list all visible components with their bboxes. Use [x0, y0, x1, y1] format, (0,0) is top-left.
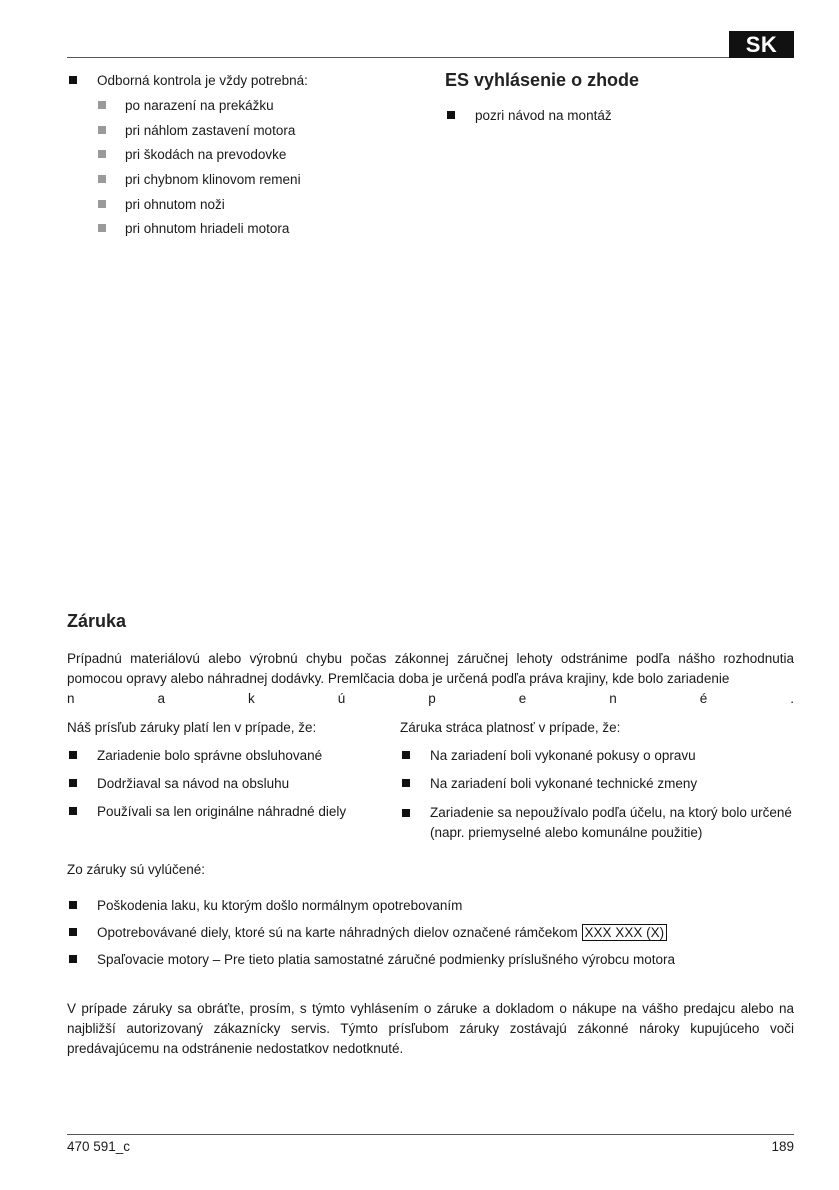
conformity-item: pozri návod na montáž	[445, 107, 785, 124]
sub-bullet-icon	[98, 200, 106, 208]
bullet-square-icon	[69, 807, 77, 815]
warranty-valid-conditions	[67, 718, 387, 831]
bullet-square-icon	[402, 751, 410, 759]
bullet-square-icon	[402, 779, 410, 787]
inspection-intro: Odborná kontrola je vždy potrebná:	[67, 72, 387, 89]
warranty-exclusions	[67, 860, 794, 978]
conformity-title: ES vyhlásenie o zhode	[445, 70, 640, 90]
list-item: Spaľovacie motory – Pre tieto platia samostatné záručné podmienky príslušného výrobcu motora	[67, 951, 794, 968]
list-item: Opotrebovávané diely, ktoré sú na karte náhradných dielov označené rámčekom XXX XXX (X)	[67, 924, 794, 941]
bullet-square-icon	[69, 928, 77, 936]
boxed-part-code: XXX XXX (X)	[582, 924, 668, 941]
spread-letter: e	[518, 691, 527, 706]
bullet-square-icon	[402, 809, 410, 817]
valid-intro: Náš prísľub záruky platí len v prípade, že:	[67, 720, 317, 735]
bullet-square-icon	[69, 901, 77, 909]
header-rule	[67, 57, 794, 58]
list-item: pri ohnutom hriadeli motora	[98, 220, 387, 237]
list-item: Dodržiaval sa návod na obsluhu	[67, 775, 387, 792]
warranty-spread-line	[67, 689, 794, 709]
document-code: 470 591_c	[67, 1139, 131, 1154]
list-item: pri škodách na prevodovke	[98, 146, 387, 163]
sub-bullet-icon	[98, 101, 106, 109]
bullet-square-icon	[69, 779, 77, 787]
spread-letter: é	[699, 691, 708, 706]
warranty-title: Záruka	[67, 611, 127, 631]
conformity-section	[445, 70, 785, 124]
language-tab: SK	[729, 31, 794, 58]
spread-letter: n	[609, 691, 617, 706]
page-number: 189	[771, 1139, 794, 1154]
bullet-square-icon	[447, 111, 455, 119]
list-item: pri chybnom klinovom remeni	[98, 171, 387, 188]
sub-bullet-icon	[98, 126, 106, 134]
spread-letter: p	[428, 691, 436, 706]
warranty-closing-paragraph: V prípade záruky sa obráťte, prosím, s týmto vyhlásením o záruke a dokladom o nákupe na vášho predajcu alebo na najbližší autorizovaný zákaznícky servis. Týmto prísľubom záruky zostávajú zákonné nároky kupujúceho voči predávajúcemu na odstránenie nedostatkov nedotknuté.	[67, 1001, 794, 1056]
sub-bullet-icon	[98, 224, 106, 232]
list-item: pri náhlom zastavení motora	[98, 122, 387, 139]
spread-letter: ú	[337, 691, 346, 706]
list-item: Zariadenie sa nepoužívalo podľa účelu, na ktorý bolo určené (napr. priemyselné alebo komunálne použitie)	[400, 803, 794, 843]
exclusions-intro: Zo záruky sú vylúčené:	[67, 862, 206, 877]
spread-letter: n	[67, 691, 75, 706]
list-item: Poškodenia laku, ku ktorým došlo normálnym opotrebovaním	[67, 897, 794, 914]
void-intro: Záruka stráca platnosť v prípade, že:	[400, 720, 621, 735]
list-item: Používali sa len originálne náhradné diely	[67, 803, 387, 820]
warranty-paragraph: Prípadnú materiálovú alebo výrobnú chybu počas zákonnej záručnej lehoty odstránime podľa nášho rozhodnutia pomocou opravy alebo náhradnej dodávky. Premlčacia doba je určená podľa práva krajiny, kde bolo zariadenie	[67, 651, 794, 686]
list-item: po narazení na prekážku	[98, 97, 387, 114]
inspection-section	[67, 72, 387, 245]
list-item: Na zariadení boli vykonané technické zmeny	[400, 775, 794, 792]
sub-bullet-icon	[98, 175, 106, 183]
spread-letter: .	[790, 691, 794, 706]
sub-bullet-icon	[98, 150, 106, 158]
list-item: Zariadenie bolo správne obsluhované	[67, 747, 387, 764]
spread-letter: a	[157, 691, 166, 706]
list-item: pri ohnutom noži	[98, 196, 387, 213]
spread-letter: k	[248, 691, 255, 706]
bullet-square-icon	[69, 751, 77, 759]
bullet-square-icon	[69, 76, 77, 84]
bullet-square-icon	[69, 955, 77, 963]
inspection-list	[98, 97, 387, 237]
footer-rule	[67, 1134, 794, 1135]
list-item: Na zariadení boli vykonané pokusy o opravu	[400, 747, 794, 764]
warranty-void-conditions	[400, 718, 794, 854]
